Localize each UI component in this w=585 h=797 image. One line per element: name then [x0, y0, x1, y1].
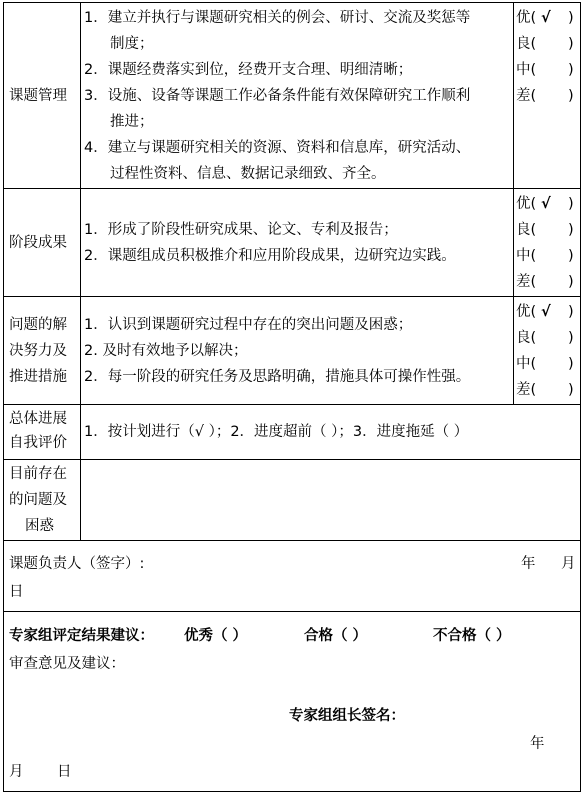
item-text: 制度；	[110, 36, 154, 52]
item-text: 1．建立并执行与课题研究相关的例会、研讨、交流及奖惩等	[84, 10, 471, 26]
expert-option-excellent: 优秀（ ）	[184, 628, 248, 644]
item-text: 推进；	[110, 114, 154, 130]
expert-result-title: 专家组评定结果建议：	[9, 628, 154, 644]
table-border-left	[3, 2, 4, 792]
grade-mark: √	[541, 10, 551, 26]
grade-close: )	[568, 88, 574, 104]
expert-day: 日	[57, 764, 72, 780]
table-border-bottom	[3, 791, 581, 792]
row-divider	[3, 611, 581, 612]
grade-close: )	[568, 36, 574, 52]
row-divider	[3, 459, 581, 460]
row-divider	[3, 540, 581, 541]
leader-day: 日	[9, 584, 24, 600]
row-divider	[3, 404, 581, 405]
grade-close: )	[568, 10, 574, 26]
grade-option: 优(	[516, 304, 537, 320]
item-text: 1．形成了阶段性研究成果、论文、专利及报告；	[84, 222, 398, 238]
leader-signature-label: 课题负责人（签字）:	[9, 556, 145, 572]
grade-option: 良(	[516, 222, 537, 238]
item-text: 4．建立与课题研究相关的资源、资料和信息库，研究活动、	[84, 140, 471, 156]
leader-month: 月	[561, 556, 576, 572]
grade-mark: √	[541, 196, 551, 212]
grade-option: 良(	[516, 36, 537, 52]
grade-option: 中(	[516, 248, 537, 264]
label-column-divider	[80, 2, 81, 541]
item-text: 1．认识到课题研究过程中存在的突出问题及困惑；	[84, 317, 413, 333]
grade-close: )	[568, 382, 574, 398]
grade-close: )	[568, 274, 574, 290]
grade-close: )	[568, 356, 574, 372]
item-text: 过程性资料、信息、数据记录细致、齐全。	[110, 166, 386, 182]
grade-option: 优(	[516, 196, 537, 212]
grade-mark: √	[541, 304, 551, 320]
expert-signature-label: 专家组组长签名：	[289, 708, 405, 724]
row-label-current: 的问题及	[9, 492, 67, 508]
expert-option-pass: 合格（ ）	[304, 628, 368, 644]
item-text: 2. 及时有效地予以解决；	[84, 343, 248, 359]
item-text: 2．每一阶段的研究任务及思路明确，措施具体可操作性强。	[84, 369, 471, 385]
row-divider	[3, 188, 581, 189]
row-label-results: 阶段成果	[9, 235, 67, 251]
row-label-progress: 总体进展	[9, 411, 67, 427]
grade-option: 中(	[516, 62, 537, 78]
grade-close: )	[568, 196, 574, 212]
grade-close: )	[568, 62, 574, 78]
grade-close: )	[568, 248, 574, 264]
item-text: 2．课题经费落实到位，经费开支合理、明细清晰；	[84, 62, 413, 78]
row-label-problems: 决努力及	[9, 343, 67, 359]
row-divider	[3, 296, 581, 297]
grade-option: 中(	[516, 356, 537, 372]
progress-options: 1．按计划进行（√ ）；2．进度超前（ ）；3．进度拖延（ ）	[84, 424, 469, 440]
grade-close: )	[568, 222, 574, 238]
grade-close: )	[568, 304, 574, 320]
grade-option: 差(	[516, 274, 537, 290]
grade-option: 良(	[516, 330, 537, 346]
row-label-management: 课题管理	[9, 88, 67, 104]
grade-option: 优(	[516, 10, 537, 26]
table-border-top	[3, 2, 581, 3]
grade-column-divider	[513, 2, 514, 405]
row-label-current: 困惑	[25, 518, 54, 534]
grade-option: 差(	[516, 382, 537, 398]
grade-close: )	[568, 330, 574, 346]
row-label-current: 目前存在	[9, 466, 67, 482]
expert-year: 年	[530, 736, 545, 752]
expert-opinion-label: 审查意见及建议：	[9, 656, 125, 672]
row-label-problems: 推进措施	[9, 369, 67, 385]
leader-year: 年	[521, 556, 536, 572]
row-label-progress: 自我评价	[9, 435, 67, 451]
row-label-problems: 问题的解	[9, 317, 67, 333]
grade-option: 差(	[516, 88, 537, 104]
expert-option-fail: 不合格（ ）	[433, 628, 511, 644]
table-border-right	[580, 2, 581, 792]
item-text: 3．设施、设备等课题工作必备条件能有效保障研究工作顺利	[84, 88, 471, 104]
item-text: 2．课题组成员积极推介和应用阶段成果，边研究边实践。	[84, 248, 456, 264]
expert-month: 月	[9, 764, 24, 780]
